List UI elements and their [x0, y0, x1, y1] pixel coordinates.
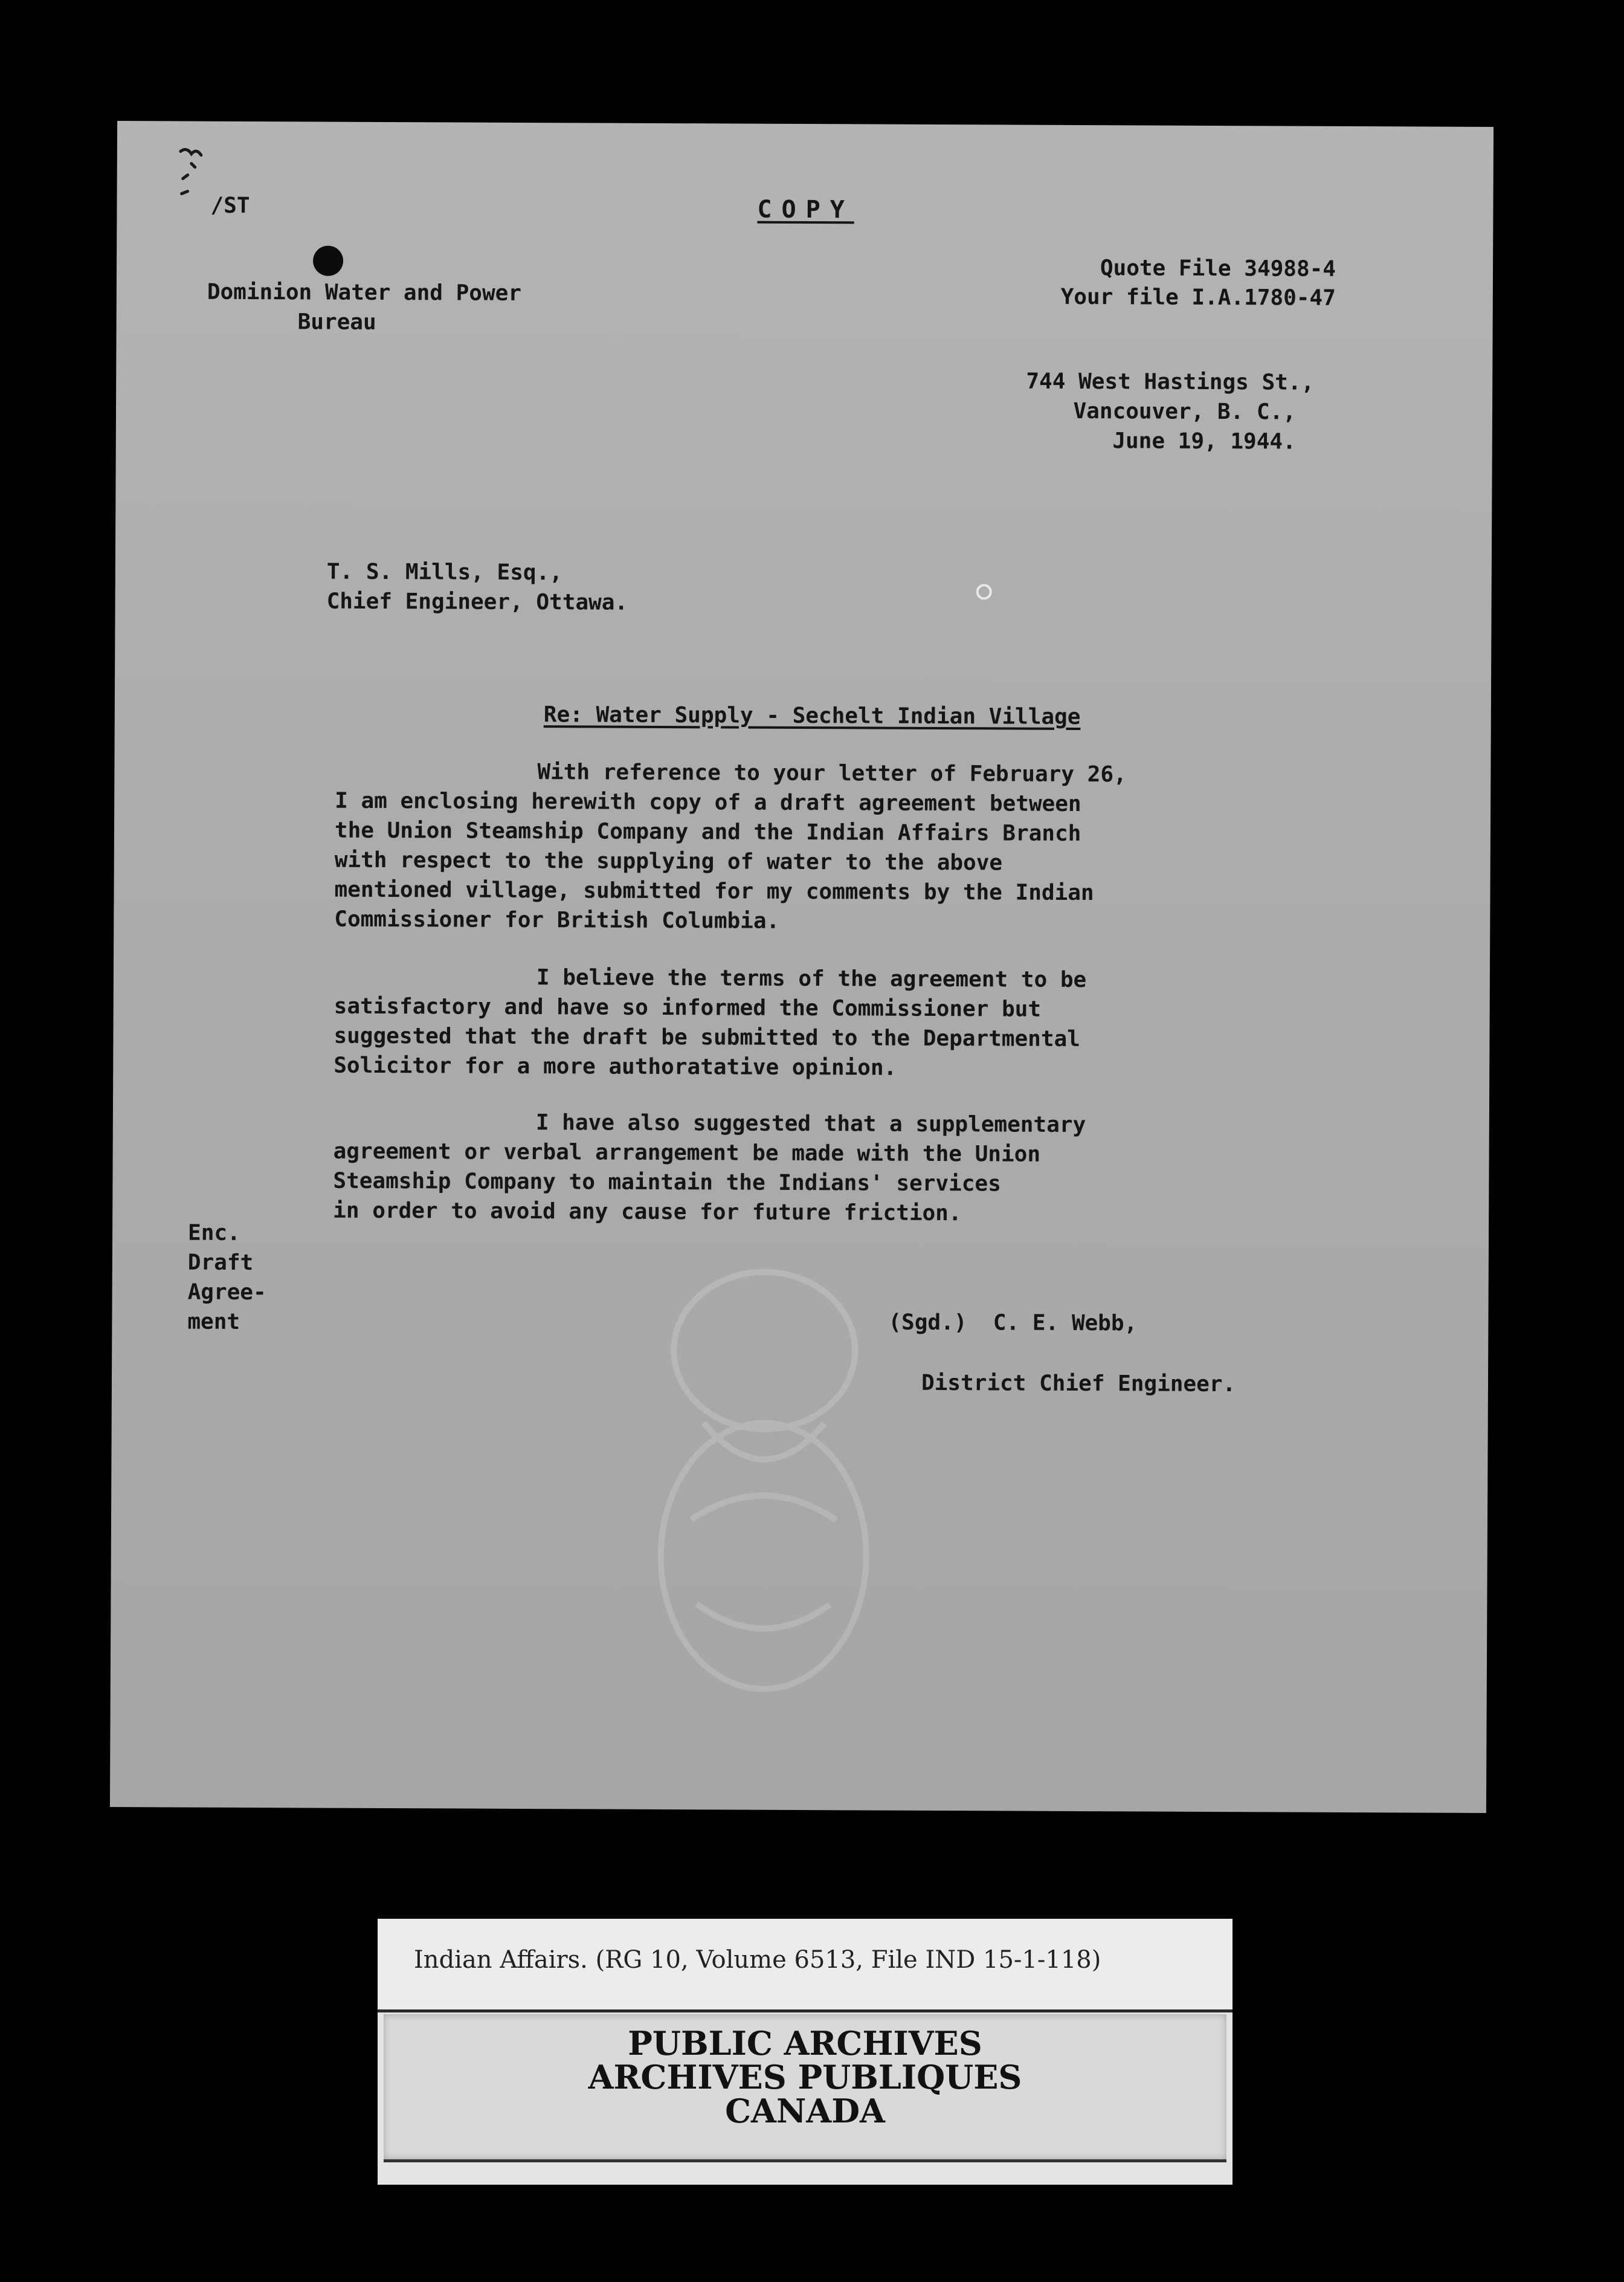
copy-mark: COPY	[757, 195, 854, 224]
paragraph-2-line-2: satisfactory and have so informed the Commissioner but	[334, 994, 1042, 1022]
archive-label	[378, 1919, 1232, 2185]
address-city: Vancouver, B. C.,	[1073, 398, 1297, 425]
enclosure-line-1: Enc.	[187, 1220, 240, 1246]
paragraph-1-line-6: Commissioner for British Columbia.	[334, 907, 780, 934]
archive-stamp	[384, 2014, 1226, 2162]
subject-line: Re: Water Supply - Sechelt Indian Village	[543, 702, 1081, 730]
sender-line-1: Dominion Water and Power	[207, 279, 522, 306]
punch-hole-mark	[313, 245, 343, 276]
paragraph-3-line-4: in order to avoid any cause for future friction.	[333, 1198, 962, 1226]
paper-hole	[976, 584, 992, 600]
recipient-name: T. S. Mills, Esq.,	[326, 559, 563, 586]
paragraph-2-line-4: Solicitor for a more authoratative opinion.	[334, 1053, 897, 1081]
stamp-line-1: PUBLIC ARCHIVES	[628, 2024, 982, 2063]
signature: (Sgd.) C. E. Webb,	[888, 1310, 1138, 1336]
recipient-title: Chief Engineer, Ottawa.	[326, 589, 628, 615]
address-street: 744 West Hastings St.,	[1026, 369, 1315, 395]
paragraph-1-line-3: the Union Steamship Company and the Indian Affairs Branch	[334, 818, 1081, 847]
paragraph-1-line-4: with respect to the supplying of water to the above	[334, 847, 1003, 876]
paragraph-3-line-3: Steamship Company to maintain the Indians' services	[333, 1168, 1001, 1197]
archive-reference-strip	[378, 1919, 1232, 2012]
paragraph-1-line-5: mentioned village, submitted for my comments by the Indian	[334, 877, 1094, 906]
archive-reference: Indian Affairs. (RG 10, Volume 6513, File IND 15-1-118)	[414, 1946, 1101, 1974]
stamp-line-3: CANADA	[725, 2092, 885, 2130]
your-file-ref: Your file I.A.1780-47	[1060, 284, 1336, 311]
enclosure-line-3: Agree-	[187, 1279, 266, 1305]
paragraph-3-line-1: I have also suggested that a supplementary	[535, 1110, 1086, 1138]
enclosure-line-2: Draft	[187, 1250, 254, 1276]
enclosure-line-4: ment	[187, 1309, 240, 1334]
paragraph-2-line-1: I believe the terms of the agreement to be	[536, 965, 1087, 993]
paragraph-1-line-1: With reference to your letter of February 26,	[537, 760, 1127, 787]
watermark	[617, 1241, 910, 1738]
paragraph-2-line-3: suggested that the draft be submitted to the Departmental	[334, 1023, 1080, 1052]
sender-line-2: Bureau	[297, 309, 376, 335]
initials: /ST	[210, 193, 250, 219]
signature-title: District Chief Engineer.	[921, 1370, 1236, 1397]
paragraph-3-line-2: agreement or verbal arrangement be made with the Union	[333, 1139, 1041, 1167]
paragraph-1-line-2: I am enclosing herewith copy of a draft agreement between	[335, 788, 1081, 817]
letter-date: June 19, 1944.	[1112, 428, 1296, 454]
stamp-line-2: ARCHIVES PUBLIQUES	[588, 2058, 1022, 2096]
quote-file-ref: Quote File 34988-4	[1100, 256, 1336, 282]
letter-page	[110, 121, 1494, 1813]
